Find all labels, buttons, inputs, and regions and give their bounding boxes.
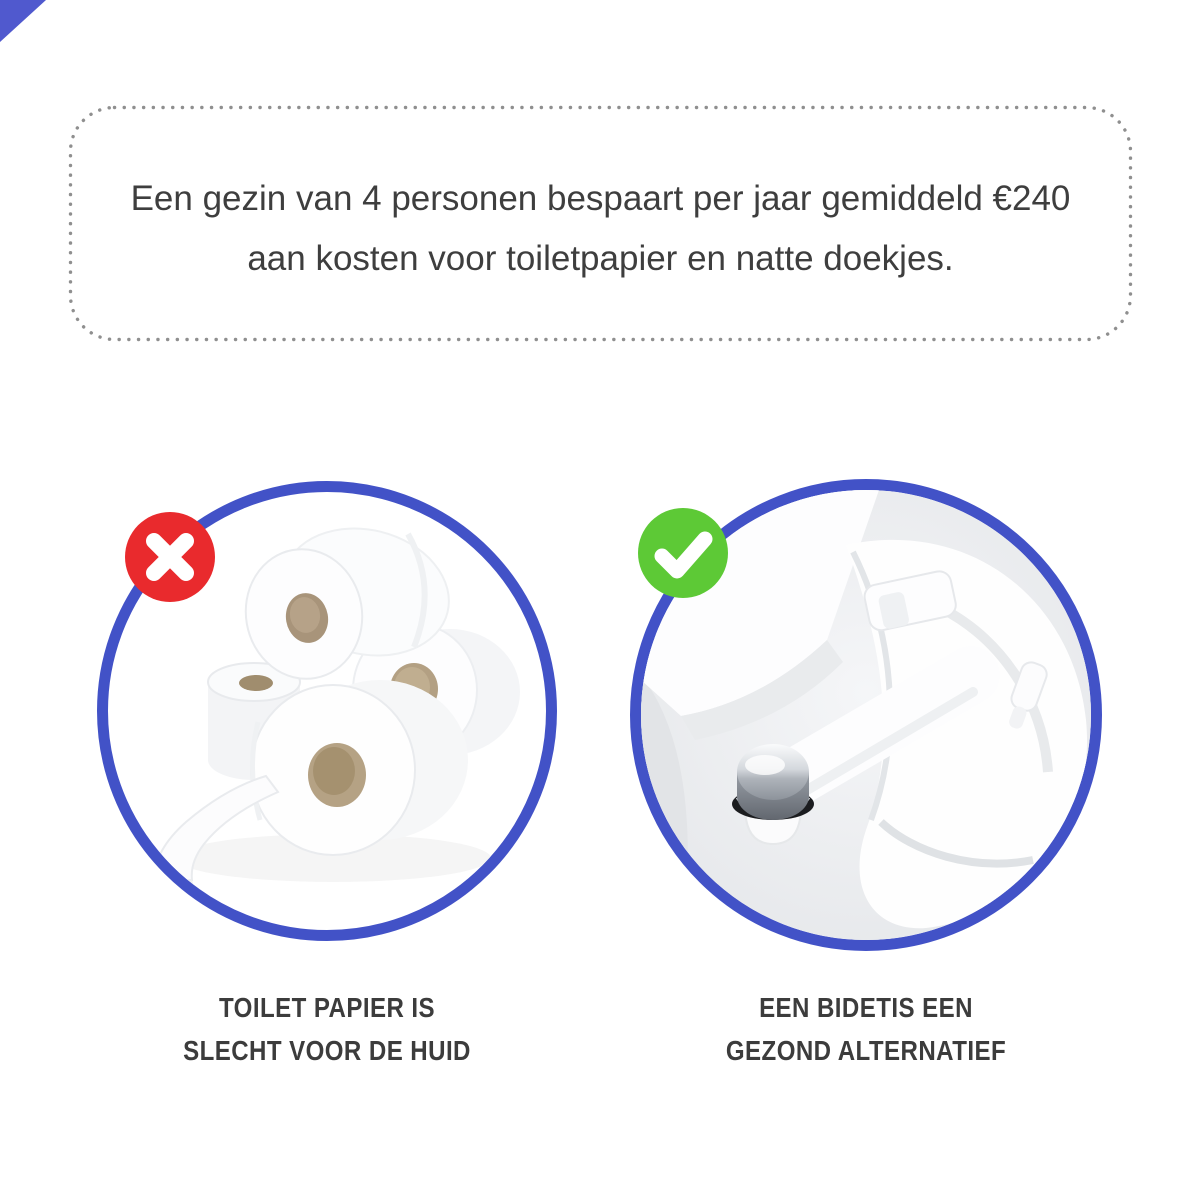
banner-line1: Een gezin van 4 personen bespaart per jaar gemiddeld €240 [130, 178, 1071, 218]
positive-caption-line1: EEN BIDETIS EEN [759, 992, 973, 1023]
savings-banner [68, 105, 1133, 342]
banner-line2: aan kosten voor toiletpapier en natte doekjes. [247, 238, 954, 278]
roll-front [251, 680, 468, 855]
negative-caption [146, 986, 507, 1072]
negative-caption-line2: SLECHT VOOR DE HUID [183, 1035, 471, 1066]
positive-caption-line2: GEZOND ALTERNATIEF [725, 1035, 1007, 1066]
cross-badge [125, 512, 215, 602]
cross-icon [154, 541, 186, 573]
positive-caption [685, 986, 1046, 1072]
negative-caption-line1: TOILET PAPIER IS [218, 992, 436, 1023]
check-badge [638, 508, 728, 598]
corner-triangle [0, 0, 48, 44]
banner-text [68, 105, 1133, 342]
